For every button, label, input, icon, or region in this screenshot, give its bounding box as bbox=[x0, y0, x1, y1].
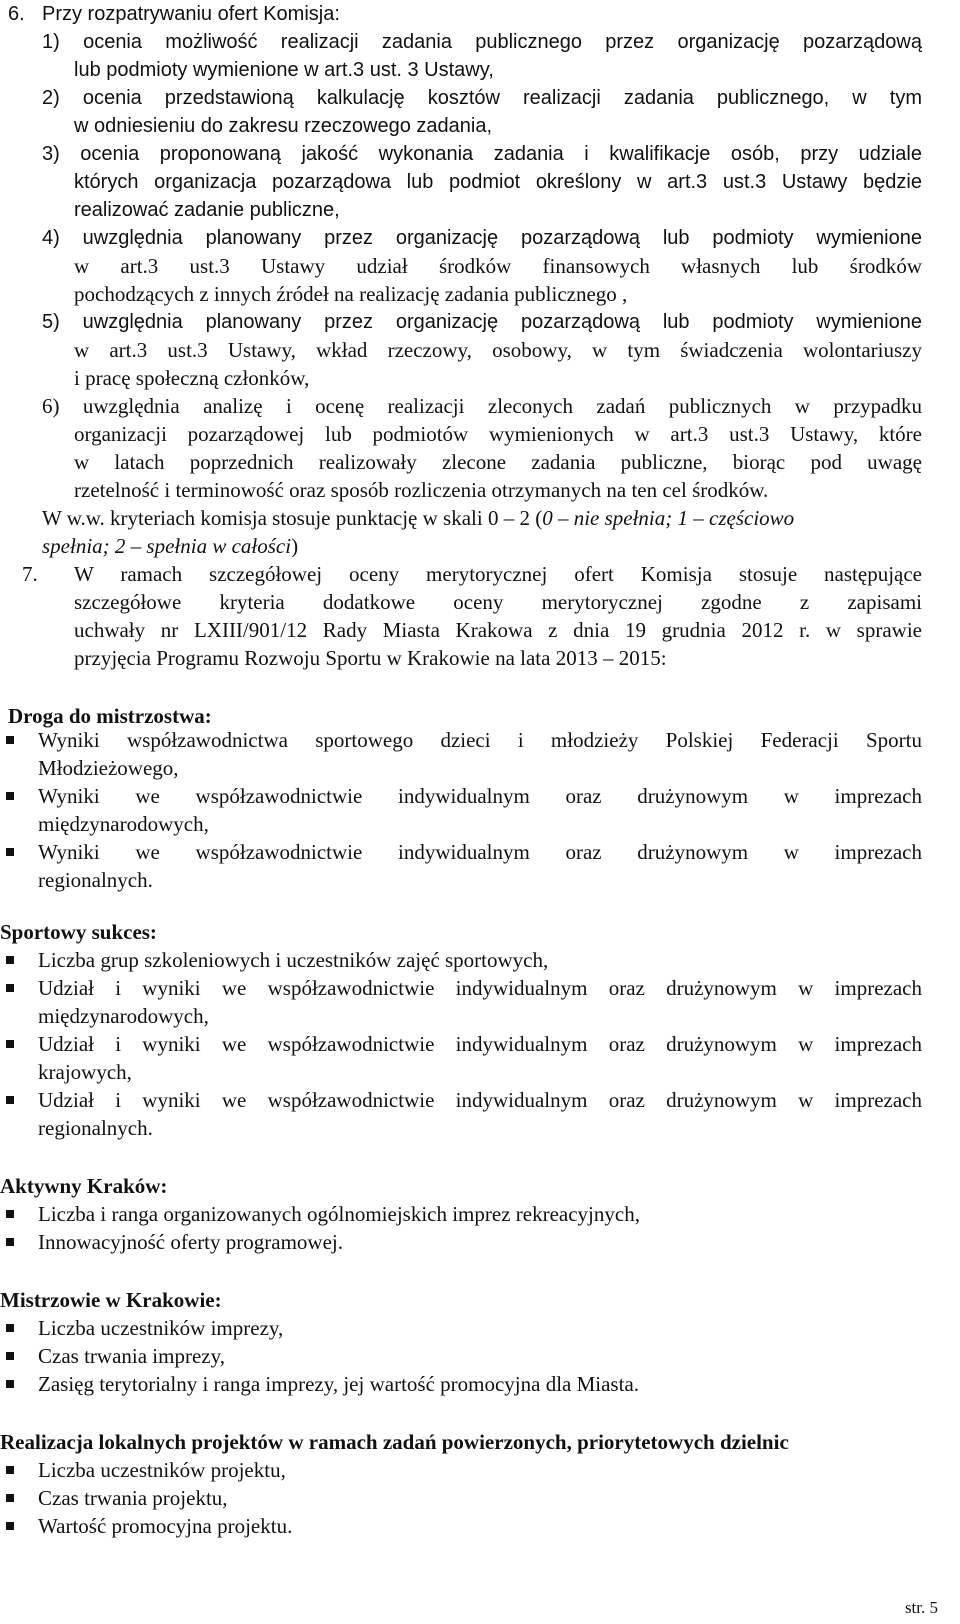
bullet-icon bbox=[6, 1040, 14, 1048]
s7-line4: przyjęcia Programu Rozwoju Sportu w Krakowie na lata 2013 – 2015: bbox=[74, 646, 667, 670]
s6-item4-line3: pochodzących z innych źródeł na realizację zadania publicznego , bbox=[74, 282, 628, 306]
scale-prefix: W w.w. kryteriach komisja stosuje punktację w skali 0 – 2 ( bbox=[42, 506, 543, 530]
s6-item5-line1: 5) uwzględnia planowany przez organizację pozarządową lub podmioty wymienione bbox=[42, 311, 922, 333]
group-heading-mistrzowie: Mistrzowie w Krakowie: bbox=[0, 1288, 222, 1312]
bullet-icon bbox=[6, 1466, 14, 1474]
list-item: Liczba uczestników imprezy, bbox=[38, 1316, 284, 1340]
group-heading-realizacja: Realizacja lokalnych projektów w ramach zadań powierzonych, priorytetowych dzielnic bbox=[0, 1430, 789, 1454]
group-heading-sportowy: Sportowy sukces: bbox=[0, 920, 157, 944]
scoring-scale-line2 bbox=[42, 532, 298, 560]
s6-item4-line2: w art.3 ust.3 Ustawy udział środków finansowych własnych lub środków bbox=[74, 254, 922, 278]
scale-zero-description: nie spełnia; 1 – częściowo bbox=[573, 506, 795, 530]
s6-item6-line2: organizacji pozarządowej lub podmiotów wymienionych w art.3 ust.3 Ustawy, które bbox=[74, 422, 922, 446]
bullet-icon bbox=[6, 792, 14, 800]
list-item-continuation: krajowych, bbox=[38, 1060, 132, 1084]
section-7-number: 7. bbox=[22, 562, 38, 586]
list-item: Wyniki współzawodnictwa sportowego dzieci i młodzieży Polskiej Federacji Sportu bbox=[38, 728, 922, 752]
scoring-scale-line1 bbox=[42, 504, 794, 532]
list-item: Innowacyjność oferty programowej. bbox=[38, 1230, 343, 1254]
section-6-number: 6. bbox=[8, 3, 25, 25]
s6-item6-line3: w latach poprzednich realizowały zlecone zadania publiczne, biorąc pod uwagę bbox=[74, 450, 922, 474]
bullet-icon bbox=[6, 1352, 14, 1360]
s6-item6-line4: rzetelność i terminowość oraz sposób rozliczenia otrzymanych na ten cel środków. bbox=[74, 478, 769, 502]
group-heading-aktywny: Aktywny Kraków: bbox=[0, 1174, 168, 1198]
list-item: Wartość promocyjna projektu. bbox=[38, 1514, 293, 1538]
list-item: Czas trwania projektu, bbox=[38, 1486, 228, 1510]
list-item: Zasięg terytorialny i ranga imprezy, jej wartość promocyjna dla Miasta. bbox=[38, 1372, 640, 1396]
bullet-icon bbox=[6, 1238, 14, 1246]
s6-item5-line2: w art.3 ust.3 Ustawy, wkład rzeczowy, osobowy, w tym świadczenia wolontariuszy bbox=[74, 338, 922, 362]
s6-item6-line1: 6) uwzględnia analizę i ocenę realizacji zleconych zadań publicznych w przypadku bbox=[42, 394, 922, 418]
scale-line2: spełnia; 2 – spełnia w całości bbox=[42, 534, 292, 558]
s6-item2-line1: 2) ocenia przedstawioną kalkulację kosztów realizacji zadania publicznego, w tym bbox=[42, 87, 922, 109]
list-item-continuation: regionalnych. bbox=[38, 868, 153, 892]
list-item: Udział i wyniki we współzawodnictwie indywidualnym oraz drużynowym w imprezach bbox=[38, 976, 922, 1000]
s7-line1: W ramach szczegółowej oceny merytorycznej ofert Komisja stosuje następujące bbox=[74, 562, 922, 586]
s6-item2-line2: w odniesieniu do zakresu rzeczowego zadania, bbox=[74, 115, 493, 137]
s6-item5-line3: i pracę społeczną członków, bbox=[74, 366, 310, 390]
group-heading-droga: Droga do mistrzostwa: bbox=[8, 704, 212, 728]
list-item: Liczba grup szkoleniowych i uczestników zajęć sportowych, bbox=[38, 948, 549, 972]
s6-item1-line2: lub podmioty wymienione w art.3 ust. 3 Ustawy, bbox=[74, 59, 494, 81]
list-item: Wyniki we współzawodnictwie indywidualnym oraz drużynowym w imprezach bbox=[38, 784, 922, 808]
s7-line3: uchwały nr LXIII/901/12 Rady Miasta Krakowa z dnia 19 grudnia 2012 r. w sprawie bbox=[74, 618, 922, 642]
list-item-continuation: międzynarodowych, bbox=[38, 1004, 209, 1028]
list-item: Liczba i ranga organizowanych ogólnomiejskich imprez rekreacyjnych, bbox=[38, 1202, 640, 1226]
s6-item3-line2: których organizacja pozarządowa lub podmiot określony w art.3 ust.3 Ustawy będzie bbox=[74, 171, 922, 193]
list-item: Wyniki we współzawodnictwie indywidualnym oraz drużynowym w imprezach bbox=[38, 840, 922, 864]
list-item: Udział i wyniki we współzawodnictwie indywidualnym oraz drużynowym w imprezach bbox=[38, 1088, 922, 1112]
scale-dash: – bbox=[552, 506, 574, 530]
scale-close: ) bbox=[291, 534, 299, 558]
bullet-icon bbox=[6, 1210, 14, 1218]
s7-line2: szczegółowe kryteria dodatkowe oceny merytorycznej zgodne z zapisami bbox=[74, 590, 922, 614]
s6-item3-line1: 3) ocenia proponowaną jakość wykonania zadania i kwalifikacje osób, przy udziale bbox=[42, 143, 922, 165]
list-item-continuation: Młodzieżowego, bbox=[38, 756, 179, 780]
bullet-icon bbox=[6, 1494, 14, 1502]
list-item-continuation: regionalnych. bbox=[38, 1116, 153, 1140]
scale-zero: 0 bbox=[542, 506, 553, 530]
bullet-icon bbox=[6, 848, 14, 856]
list-item-continuation: międzynarodowych, bbox=[38, 812, 209, 836]
s6-item1-line1: 1) ocenia możliwość realizacji zadania publicznego przez organizację pozarządową bbox=[42, 31, 922, 53]
bullet-icon bbox=[6, 736, 14, 744]
bullet-icon bbox=[6, 1522, 14, 1530]
bullet-icon bbox=[6, 1380, 14, 1388]
bullet-icon bbox=[6, 1324, 14, 1332]
list-item: Liczba uczestników projektu, bbox=[38, 1458, 286, 1482]
list-item: Udział i wyniki we współzawodnictwie indywidualnym oraz drużynowym w imprezach bbox=[38, 1032, 922, 1056]
s6-item3-line3: realizować zadanie publiczne, bbox=[74, 199, 340, 221]
page-number: str. 5 bbox=[904, 1598, 938, 1617]
bullet-icon bbox=[6, 984, 14, 992]
bullet-icon bbox=[6, 1096, 14, 1104]
section-6-title: Przy rozpatrywaniu ofert Komisja: bbox=[42, 3, 340, 25]
bullet-icon bbox=[6, 956, 14, 964]
s6-item4-line1: 4) uwzględnia planowany przez organizację pozarządową lub podmioty wymienione bbox=[42, 227, 922, 249]
list-item: Czas trwania imprezy, bbox=[38, 1344, 225, 1368]
